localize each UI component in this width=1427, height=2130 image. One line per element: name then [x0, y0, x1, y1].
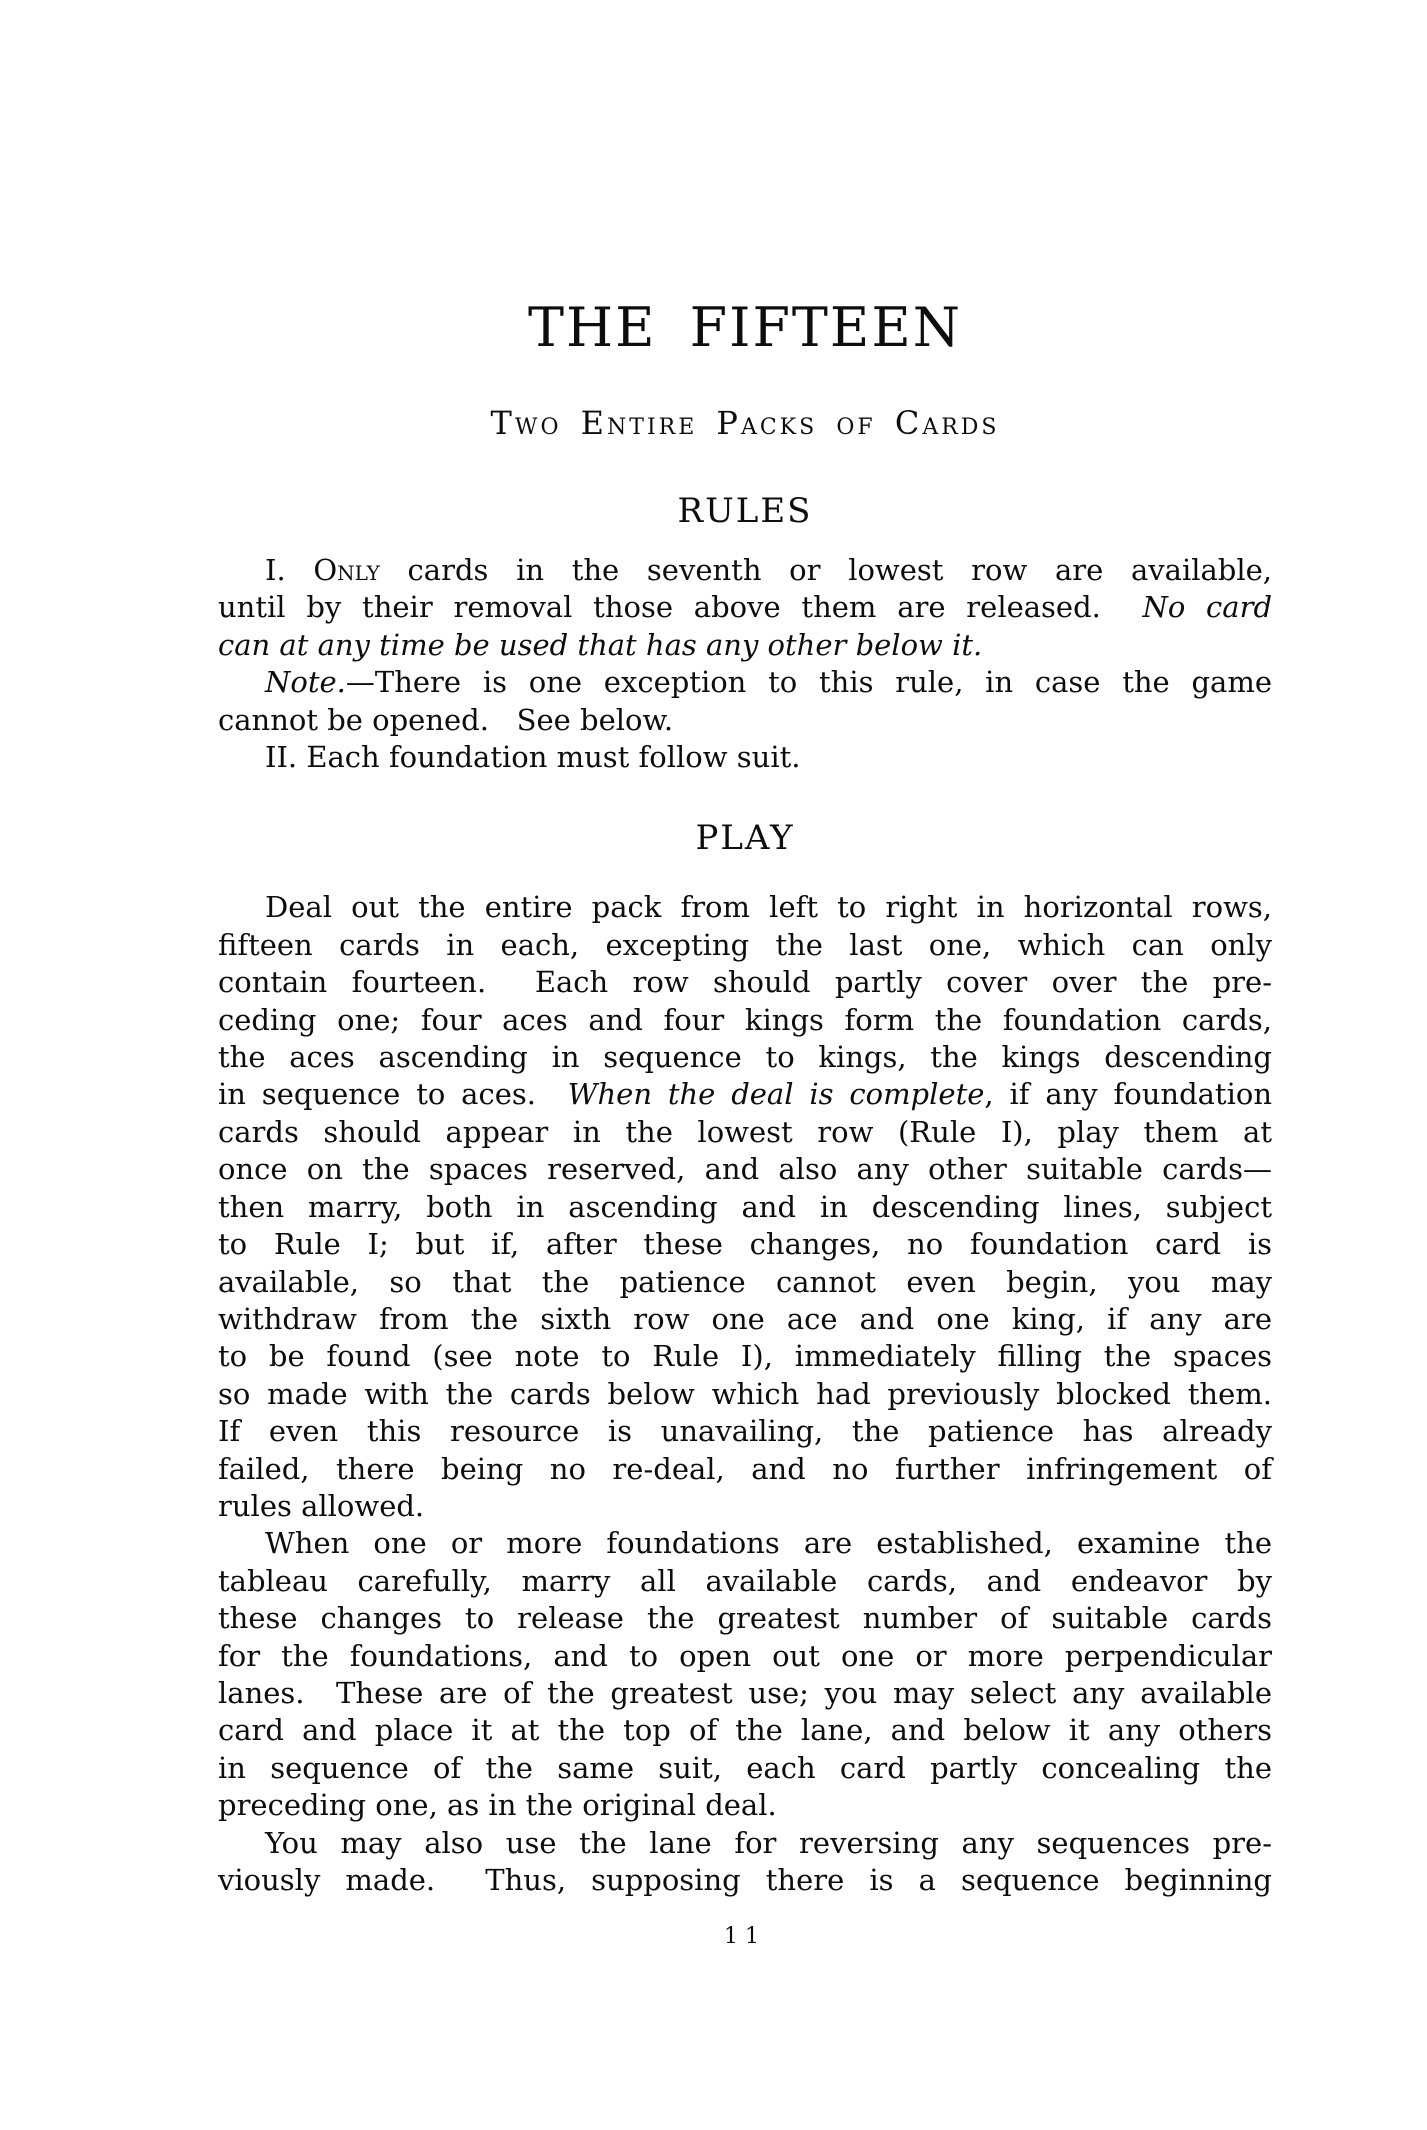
text-segment: in sequence of the same suit, each card partly concealing the [218, 1750, 1272, 1785]
play-heading: PLAY [695, 818, 795, 859]
text-line [218, 552, 1272, 589]
text-line [218, 1712, 1272, 1749]
text-line [218, 1638, 1272, 1675]
text-line [218, 1301, 1272, 1338]
text-line [218, 1338, 1272, 1375]
text-line [218, 1787, 1272, 1824]
text-line [218, 1563, 1272, 1600]
page-body [218, 491, 1273, 1899]
text-line [218, 1600, 1272, 1637]
text-segment: card and place it at the top of the lane, and below it any others [218, 1713, 1272, 1748]
text-column [218, 0, 1272, 1949]
text-segment: When one or more foundations are established, examine the [265, 1526, 1272, 1561]
text-line [218, 927, 1272, 964]
text-segment: preceding one, as in the original deal. [218, 1788, 777, 1823]
text-line [218, 1264, 1272, 1301]
text-line [218, 1039, 1272, 1076]
text-segment: I. [265, 553, 314, 587]
text-line [218, 1825, 1272, 1862]
text-line [218, 889, 1272, 926]
text-segment: viously made. Thus, supposing there is a sequence beginning [218, 1863, 1272, 1897]
text-line [218, 702, 1272, 739]
text-line [218, 1675, 1272, 1712]
text-segment: cards in the seventh or lowest row are available, [379, 553, 1272, 587]
text-line [218, 1750, 1272, 1787]
text-segment: fifteen cards in each, excepting the last one, which can only [218, 927, 1272, 962]
rules-paragraph [218, 552, 1272, 776]
text-segment: the aces ascending in sequence to kings, the kings descending [218, 1040, 1272, 1075]
text-segment: failed, there being no re-deal, and no further infringement of [218, 1451, 1272, 1486]
text-line [218, 1525, 1272, 1562]
text-segment: in sequence to aces. [218, 1077, 568, 1112]
text-segment: —There is one exception to this rule, in case the game [345, 665, 1272, 700]
text-segment: so made with the cards below which had previously blocked them. [218, 1376, 1272, 1411]
play-paragraph-2 [218, 1525, 1272, 1824]
page-subtitle: Two Entire Packs of Cards [490, 404, 1000, 442]
text-line [218, 1226, 1272, 1263]
text-line [218, 1002, 1272, 1039]
text-segment-italic: can at any time be used that has any other below it. [218, 627, 983, 662]
text-segment: contain fourteen. Each row should partly cover over the pre- [218, 965, 1272, 1000]
text-line [218, 1076, 1272, 1113]
text-segment-smallcaps: Only [313, 553, 380, 587]
play-paragraph-3 [218, 1825, 1272, 1900]
text-line [218, 1413, 1272, 1450]
text-segment: these changes to release the greatest number of suitable cards [218, 1601, 1272, 1636]
text-segment: cards should appear in the lowest row (Rule I), play them at [218, 1114, 1272, 1149]
text-segment: Deal out the entire pack from left to right in horizontal rows, [265, 890, 1272, 925]
text-line [218, 1151, 1272, 1188]
text-segment: withdraw from the sixth row one ace and one king, if any are [218, 1301, 1272, 1336]
text-segment: until by their removal those above them are released. [218, 590, 1143, 625]
text-line [218, 664, 1272, 701]
text-segment: II. Each foundation must follow suit. [265, 740, 801, 775]
text-line [218, 1114, 1272, 1151]
page-number: 11 [724, 1924, 766, 1950]
text-segment: then marry, both in ascending and in descending lines, subject [218, 1189, 1272, 1224]
text-segment: for the foundations, and to open out one or more perpendicular [218, 1638, 1272, 1673]
text-segment-italic: Note. [265, 665, 346, 700]
text-segment: rules allowed. [218, 1488, 425, 1523]
text-line [218, 627, 1272, 664]
text-segment: cannot be opened. See below. [218, 702, 674, 737]
text-line [218, 964, 1272, 1001]
text-line [218, 739, 1272, 776]
text-segment-italic: No card [1142, 590, 1273, 625]
text-segment: ceding one; four aces and four kings form the foundation cards, [218, 1002, 1272, 1037]
rules-heading: RULES [677, 491, 813, 531]
play-paragraph-1 [218, 889, 1272, 1525]
text-segment: lanes. These are of the greatest use; you may select any available [218, 1675, 1272, 1710]
page-title: THE FIFTEEN [527, 296, 963, 359]
text-segment: to Rule I; but if, after these changes, no foundation card is [218, 1227, 1272, 1262]
text-segment: tableau carefully, marry all available cards, and endeavor by [218, 1563, 1272, 1598]
text-segment: You may also use the lane for reversing any sequences pre- [265, 1825, 1272, 1860]
text-line [218, 1862, 1272, 1899]
text-line [218, 1376, 1272, 1413]
text-segment: once on the spaces reserved, and also any other suitable cards— [218, 1152, 1272, 1187]
text-segment: , if any foundation [984, 1077, 1273, 1112]
text-segment: If even this resource is unavailing, the patience has already [218, 1414, 1272, 1449]
text-segment: to be found (see note to Rule I), immediately filling the spaces [218, 1339, 1272, 1374]
text-line [218, 1451, 1272, 1488]
text-segment: available, so that the patience cannot even begin, you may [218, 1264, 1272, 1299]
text-segment-italic: When the deal is complete [567, 1077, 985, 1112]
text-line [218, 1189, 1272, 1226]
text-line [218, 1488, 1272, 1525]
text-line [218, 589, 1272, 626]
